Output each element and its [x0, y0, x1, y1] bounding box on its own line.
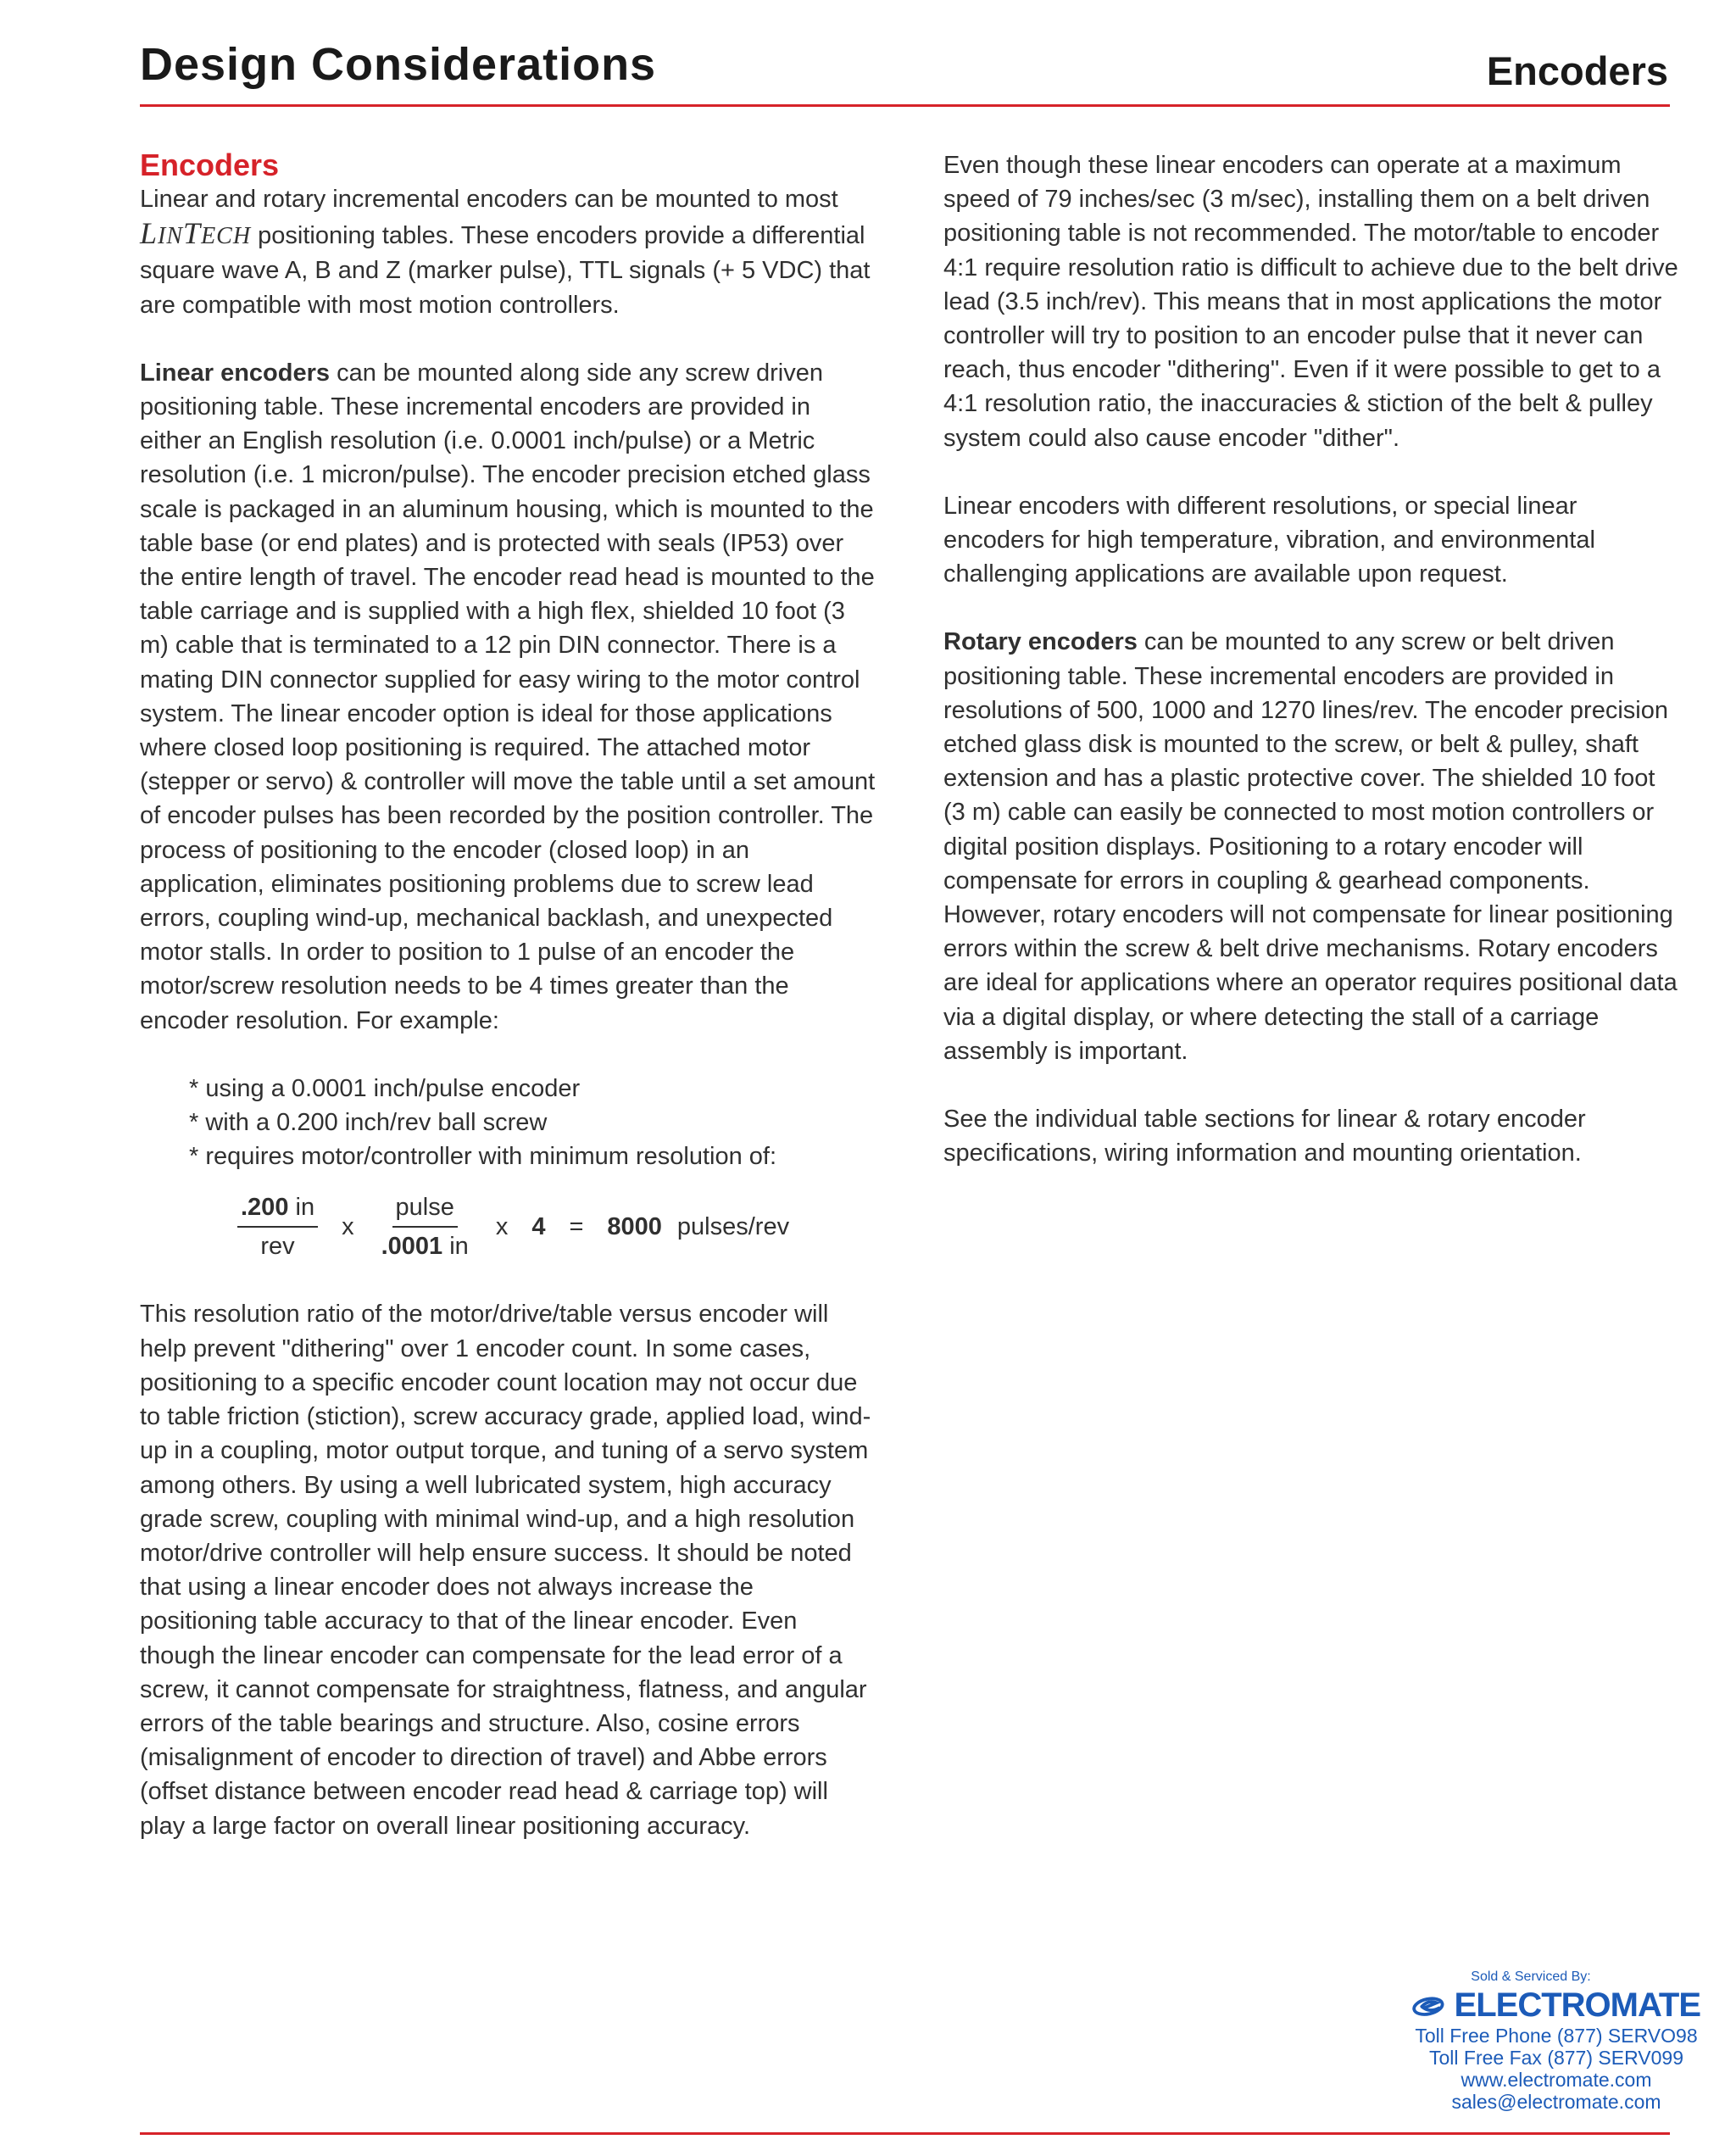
result-value: 8000 — [607, 1213, 662, 1241]
email-link[interactable]: sales@electromate.com — [1451, 2091, 1661, 2113]
linear-encoders-term: Linear encoders — [140, 359, 331, 387]
brand-in: IN — [158, 223, 184, 250]
electromate-logo — [1412, 1986, 1700, 2025]
example-item: * using a 0.0001 inch/pulse encoder — [189, 1074, 581, 1102]
fraction-in-per-rev — [237, 1190, 318, 1263]
page-title: Design Considerations — [140, 39, 657, 90]
example-item: * requires motor/controller with minimum resolution of: — [189, 1143, 777, 1171]
f1-num-value: .200 — [241, 1194, 289, 1222]
company-name: ELECTROMATE — [1454, 1986, 1700, 2024]
intro-text: Linear and rotary incremental encoders can be mounted to most — [140, 186, 838, 213]
electromate-e-logo-icon — [1412, 1989, 1448, 2023]
lintech-brand — [140, 216, 251, 250]
top-rule — [140, 104, 1670, 107]
section-tag: Encoders — [1486, 48, 1668, 93]
sold-by-label: Sold & Serviced By: — [1471, 1970, 1591, 1984]
example-list — [189, 1072, 877, 1174]
toll-free-phone: Toll Free Phone (877) SERVO98 — [1415, 2025, 1698, 2047]
closing-paragraph: This resolution ratio of the motor/drive/table versus encoder will help prevent "dithering" over 1 encoder count. In some cases, positioning to a specific encoder count location may not occur due to table friction (stiction), screw accuracy grade, applied load, wind-up in a coupling, motor output torque, and tuning of a servo system among others. By using a well lubricated system, high accuracy grade screw, coupling with minimal wind-up, and a high resolution motor/drive controller will help ensure success. It should be noted that using a linear encoder does not always increase the positioning table accuracy to that of the linear encoder. Even though the linear encoder can compensate for the lead error of a screw, it cannot compensate for straightness, flatness, and angular errors of the table bearings and structure. Also, cosine errors (misalignment of encoder to direction of travel) and Abbe errors (offset distance between encoder read head & carriage top) will play a large factor on overall linear positioning accuracy. — [140, 1301, 871, 1840]
brand-t: T — [183, 216, 202, 251]
special-encoders-paragraph: Linear encoders with different resolutions, or special linear encoders for high temperature, vibration, and environmental challenging applications are available upon request. — [943, 492, 1595, 588]
times-sign: x — [495, 1213, 509, 1241]
result-unit: pulses/rev — [676, 1213, 790, 1241]
equals-sign: = — [569, 1213, 584, 1241]
resolution-formula — [237, 1190, 877, 1263]
f2-den-unit: in — [442, 1233, 469, 1261]
fraction-pulse-per-in — [378, 1190, 472, 1263]
f1-num-unit: in — [288, 1194, 315, 1222]
f2-den-value: .0001 — [381, 1233, 443, 1261]
bottom-rule — [140, 2132, 1670, 2135]
rotary-encoders-paragraph — [943, 625, 1681, 1068]
rotary-encoders-text: can be mounted to any screw or belt driven positioning table. These incremental encoders are provided in resolutions of 500, 1000 and 1270 lines/rev. The encoder precision etched glass disk is mounted to the screw, or belt & pulley, shaft extension and has a plastic protective cover. The shielded 10 foot (3 m) cable can easily be connected to most motion controllers or digital position displays. Positioning to a rotary encoder will compensate for errors in coupling & gearhead components. However, rotary encoders will not compensate for linear positioning errors within the screw & belt drive mechanisms. Rotary encoders are ideal for applications where an operator requires positional data via a digital display, or where detecting the stall of a carriage assembly is important. — [943, 628, 1678, 1065]
intro-paragraph — [140, 182, 877, 322]
left-column — [140, 148, 877, 1877]
factor-value: 4 — [531, 1213, 546, 1241]
linear-encoders-paragraph — [140, 356, 877, 1038]
toll-free-fax: Toll Free Fax (877) SERV099 — [1429, 2047, 1683, 2069]
example-item: * with a 0.200 inch/rev ball screw — [189, 1109, 548, 1137]
website-link[interactable]: www.electromate.com — [1461, 2069, 1652, 2091]
intro-text-cont: positioning tables. These encoders provide a differential square wave A, B and Z (marker pulse), TTL signals (+ 5 VDC) that are compatible with most motion controllers. — [140, 222, 871, 319]
rotary-encoders-term: Rotary encoders — [943, 628, 1138, 656]
brand-l: L — [140, 216, 159, 251]
linear-encoders-text: can be mounted along side any screw driven positioning table. These incremental encoders are provided in either an English resolution (i.e. 0.0001 inch/pulse) or a Metric resolution (i.e. 1 micron/pulse). The encoder precision etched glass scale is packaged in an aluminum housing, which is mounted to the table base (or end plates) and is protected with seals (IP53) over the entire length of travel. The encoder read head is mounted to the table carriage and is supplied with a high flex, shielded 10 foot (3 m) cable that is terminated to a 12 pin DIN connector. There is a mating DIN connector supplied for easy wiring to the motor control system. The linear encoder option is ideal for those applications where closed loop positioning is required. The attached motor (stepper or servo) & controller will move the table until a set amount of encoder pulses has been recorded by the position controller. The process of positioning to the encoder (closed loop) in an application, eliminates positioning problems due to screw lead errors, coupling wind-up, mechanical backlash, and unexpected motor stalls. In order to position to 1 pulse of an encoder the motor/screw resolution needs to be 4 times greater than the encoder resolution. For example: — [140, 359, 876, 1034]
distributor-block — [1412, 1970, 1700, 2113]
times-sign: x — [342, 1213, 354, 1241]
belt-paragraph: Even though these linear encoders can operate at a maximum speed of 79 inches/sec (3 m/sec), installing them on a belt driven positioning table is not recommended. The motor/table to encoder 4:1 require resolution ratio is difficult to achieve due to the belt drive lead (3.5 inch/rev). This means that in most applications the motor controller will try to position to an encoder pulse that it never can reach, thus encoder "dithering". Even if it were possible to get to a 4:1 resolution ratio, the inaccuracies & stiction of the belt & pulley system could also cause encoder "dither". — [943, 152, 1678, 452]
f1-den: rev — [260, 1233, 295, 1261]
right-column — [943, 148, 1681, 1204]
encoders-heading: Encoders — [140, 148, 280, 182]
f2-num: pulse — [392, 1190, 458, 1228]
see-sections-paragraph: See the individual table sections for linear & rotary encoder specifications, wiring information and mounting orientation. — [943, 1106, 1586, 1167]
brand-ech: ECH — [201, 223, 252, 250]
